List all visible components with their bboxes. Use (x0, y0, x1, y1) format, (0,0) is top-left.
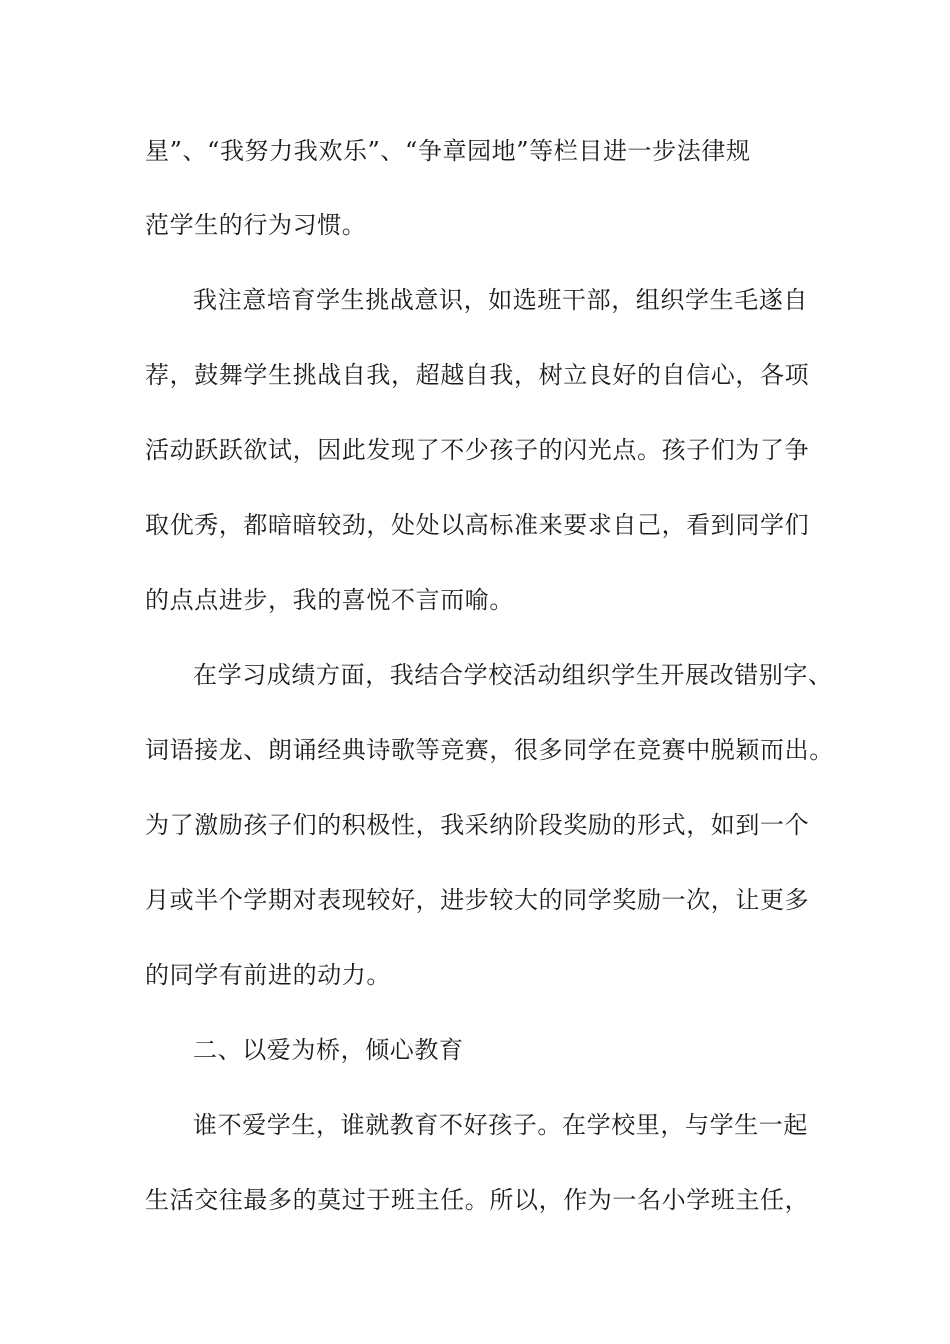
text-line: 词语接龙、朗诵经典诗歌等竞赛，很多同学在竞赛中脱颖而出。 (145, 736, 834, 764)
paragraph-first-line: 谁不爱学生，谁就教育不好孩子。在学校里，与学生一起 (193, 1111, 808, 1139)
text-line: 星”、“我努力我欢乐”、“争章园地”等栏目进一步法律规 (145, 137, 751, 165)
section-heading: 二、以爱为桥，倾心教育 (193, 1036, 464, 1064)
text-line: 范学生的行为习惯。 (145, 211, 367, 239)
paragraph-first-line: 在学习成绩方面，我结合学校活动组织学生开展改错别字、 (193, 661, 833, 689)
text-line: 生活交往最多的莫过于班主任。所以，作为一名小学班主任， (145, 1186, 810, 1214)
text-line: 的同学有前进的动力。 (145, 961, 391, 989)
text-line: 荐，鼓舞学生挑战自我，超越自我，树立良好的自信心，各项 (145, 361, 810, 389)
text-line: 取优秀，都暗暗较劲，处处以高标准来要求自己，看到同学们 (145, 511, 810, 539)
text-line: 的点点进步，我的喜悦不言而喻。 (145, 586, 514, 614)
text-line: 为了激励孩子们的积极性，我采纳阶段奖励的形式，如到一个 (145, 811, 810, 839)
paragraph-first-line: 我注意培育学生挑战意识，如选班干部，组织学生毛遂自 (193, 286, 808, 314)
text-line: 活动跃跃欲试，因此发现了不少孩子的闪光点。孩子们为了争 (145, 436, 810, 464)
text-line: 月或半个学期对表现较好，进步较大的同学奖励一次，让更多 (145, 886, 810, 914)
